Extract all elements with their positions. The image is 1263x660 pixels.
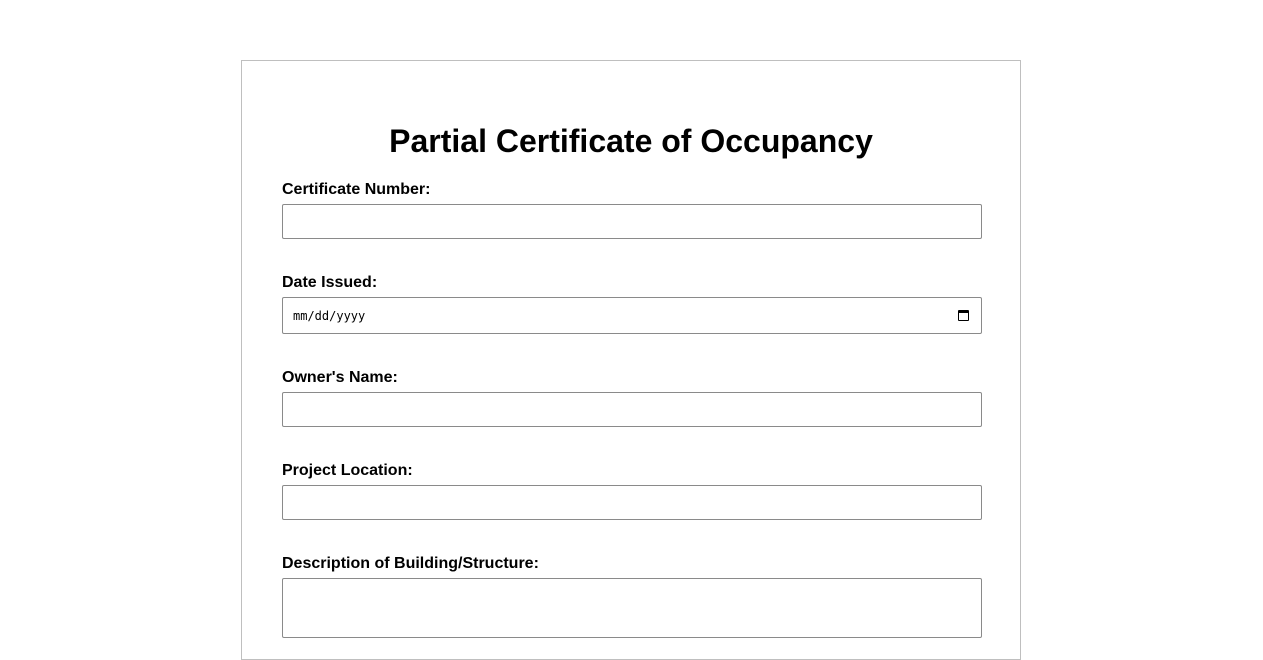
description-label: Description of Building/Structure: [282, 555, 539, 572]
certificate-form [241, 60, 1021, 660]
calendar-icon[interactable] [958, 310, 969, 321]
certificate-number-label: Certificate Number: [282, 181, 431, 198]
owner-name-input[interactable] [282, 392, 982, 427]
project-location-label: Project Location: [282, 462, 413, 479]
date-issued-input[interactable] [282, 297, 982, 334]
certificate-number-input[interactable] [282, 204, 982, 239]
date-issued-label: Date Issued: [282, 274, 378, 291]
description-textarea[interactable] [282, 578, 982, 638]
project-location-input[interactable] [282, 485, 982, 520]
page-title: Partial Certificate of Occupancy [389, 123, 873, 159]
date-placeholder: mm/dd/yyyy [293, 308, 366, 323]
owner-name-label: Owner's Name: [282, 369, 398, 386]
